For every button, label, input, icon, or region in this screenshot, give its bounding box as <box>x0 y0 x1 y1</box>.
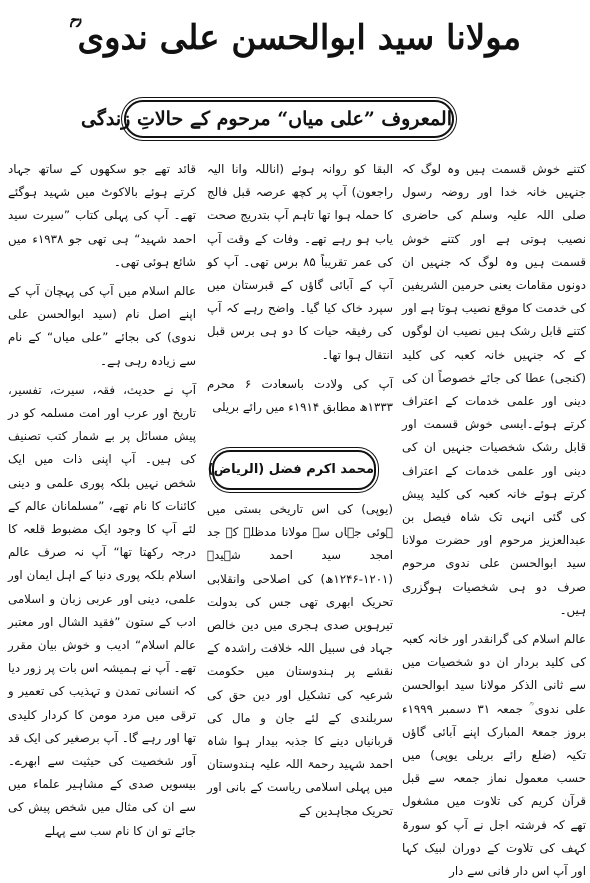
paragraph: البقا کو روانہ ہوئے (اناللہ وانا الیہ راجعون) آپ پر کچھ عرصہ قبل فالج کا حملہ ہوا تھا تاہم آپ بتدریج صحت یاب ہو رہے تھے۔ وفات کے وقت آپ کی عمر تقریباً ۸۵ برس تھی۔ آپ کو آپ کے آبائی گاؤں کے قبرستان میں سپرد خاک کیا گیا۔ واضح رہے کہ آپ کی رفیقہ حیات کا دو ہی برس قبل انتقال ہوا تھا۔ <box>207 162 393 362</box>
article-column-left <box>8 158 197 838</box>
column-middle-lower <box>207 498 393 818</box>
column-middle-upper <box>207 158 393 422</box>
subtitle-banner: المعروف ”علی میاں“ مرحوم کے حالاتِ زندگی <box>124 100 454 138</box>
paragraph: عالم اسلام میں آپ کی پہچان آپ کے اپنے اصل نام (سید ابوالحسن علی ندوی) کی بجائے ”علی میاں“ کے نام سے زیادہ رہی ہے۔ <box>8 284 196 368</box>
paragraph: (یوپی) کی اس تاریخی بستی میں ہوئی جہاں سے مولانا مدظلہ کے جد امجد سید احمد شہیدؒ (۱۲۰۱-۱۲۴۶ھ) کی اصلاحی وانقلابی تحریک ابھری تھی جس کی بدولت تیرہویں صدی ہجری میں دین خالص جہاد فی سبیل اللہ خلافت راشدہ کے نقشے پر ہندوستان میں حکومت شرعیہ کی تشکیل اور دین حق کی سربلندی کے لئے جان و مال کی قربانیاں دینے کا جذبہ بیدار ہوا شاہ احمد شہید رحمۃ اللہ علیہ ہندوستان میں پہلی اسلامی ریاست کے بانی اور تحریک مجاہدین کے <box>207 502 393 818</box>
paragraph: آپ کی ولادت باسعادت ۶ محرم ۱۳۳۳ھ مطابق ۱۹۱۴ء میں رائے بریلی <box>207 376 393 415</box>
paragraph: آپ نے حدیث، فقہ، سیرت، تفسیر، تاریخ اور عرب اور امت مسلمہ کو در پیش مسائل پر بے شمار کتب تصنیف کی ہیں۔ آپ اپنی ذات میں ایک شخص نہیں بلکہ پوری علمی و دینی کائنات کا نام تھے، ”مسلمانان عالم کے لئے آپ کا وجود ایک مضبوط قلعہ کا درجہ رکھتا تھا“ آپ نہ صرف عالم اسلام بلکہ پوری دنیا کے اہل ایمان اور علمی، دینی اور عربی زبان و اسلامی ادب کے ستون ”فقید الشال اور معتبر عالم اسلام“ ادیب و خوش بیان مقرر تھے۔ آپ نے ہمیشہ اس بات پر زور دیا کہ انسانی تمدن و تہذیب کی تعمیر و ترقی میں مرد مومن کا کردار کلیدی تھا اور رہے گا۔ آپ برصغیر کی ایک قد آور شخصیت کی حیثیت سے ابھرے۔ بیسویں صدی کے مشاہیر علماء میں سے ان کی مثال میں شخص پیش کی جائے تو ان کا نام سب سے پہلے <box>8 382 196 838</box>
paragraph: کتنے خوش قسمت ہیں وہ لوگ کہ جنہیں خانہ خدا اور روضہ رسول صلی اللہ علیہ وسلم کی حاضری نصیب ہوتی ہے اور کتنے خوش قسمت ہیں وہ لوگ کہ جنہیں ان دونوں مقامات یعنی حرمین الشریفین کی خدمت کا موقع نصیب ہوتا ہے اور کتنے قابل رشک ہیں نصیب ان لوگوں کے کہ جنہیں خانہ کعبہ کی کلید (کنجی) عطا کی جائے خصوصاً ان کی دینی اور علمی خدمات کے اعتراف کرتے ہوئے۔ایسی خوش قسمت اور قابل رشک شخصیات جنہیں ان کی دینی اور علمی خدمات کے اعتراف کرتے ہوئے خانہ کعبہ کی کلید پیش کی گئی انہی تک شاہ فیصل بن عبدالعزیز مرحوم اور حضرت مولانا سید ابوالحسن علی ندوی مرحوم صرف دو ہی شخصیات ہوگزری ہیں۔ <box>402 162 586 617</box>
paragraph: عالم اسلام کی گرانقدر اور خانہ کعبہ کی کلید بردار ان دو شخصیات میں سے ثانی الذکر مولانا سید ابوالحسن علی ندوی ؒ جمعہ ۳۱ دسمبر ۱۹۹۹ء بروز جمعۃ المبارک اپنے آبائی گاؤں تکیہ (ضلع رائے بریلی یوپی) میں حسب معمول نماز جمعہ سے قبل قرآن کریم کی تلاوت میں مشغول تھے کہ فرشتہ اجل نے آپ کو سورۃ کہف کی تلاوت کے دوران لبیک کہا اور آپ اس دار فانی سے دار <box>402 632 586 879</box>
article-column-right <box>402 158 586 879</box>
page-title: مولانا سید ابوالحسن علی ندوی ؒ <box>68 18 522 58</box>
paragraph: قائد تھے جو سکھوں کے ساتھ جہاد کرتے ہوئے بالاکوٹ میں شہید ہوگئے تھے۔ آپ کی پہلی کتاب ”سیرت سید احمد شہید“ ہی تھی جو ۱۹۳۸ء میں شائع ہوئی تھی۔ <box>8 162 197 269</box>
author-byline: محمد اکرم فضل (الریاض) <box>212 450 376 490</box>
